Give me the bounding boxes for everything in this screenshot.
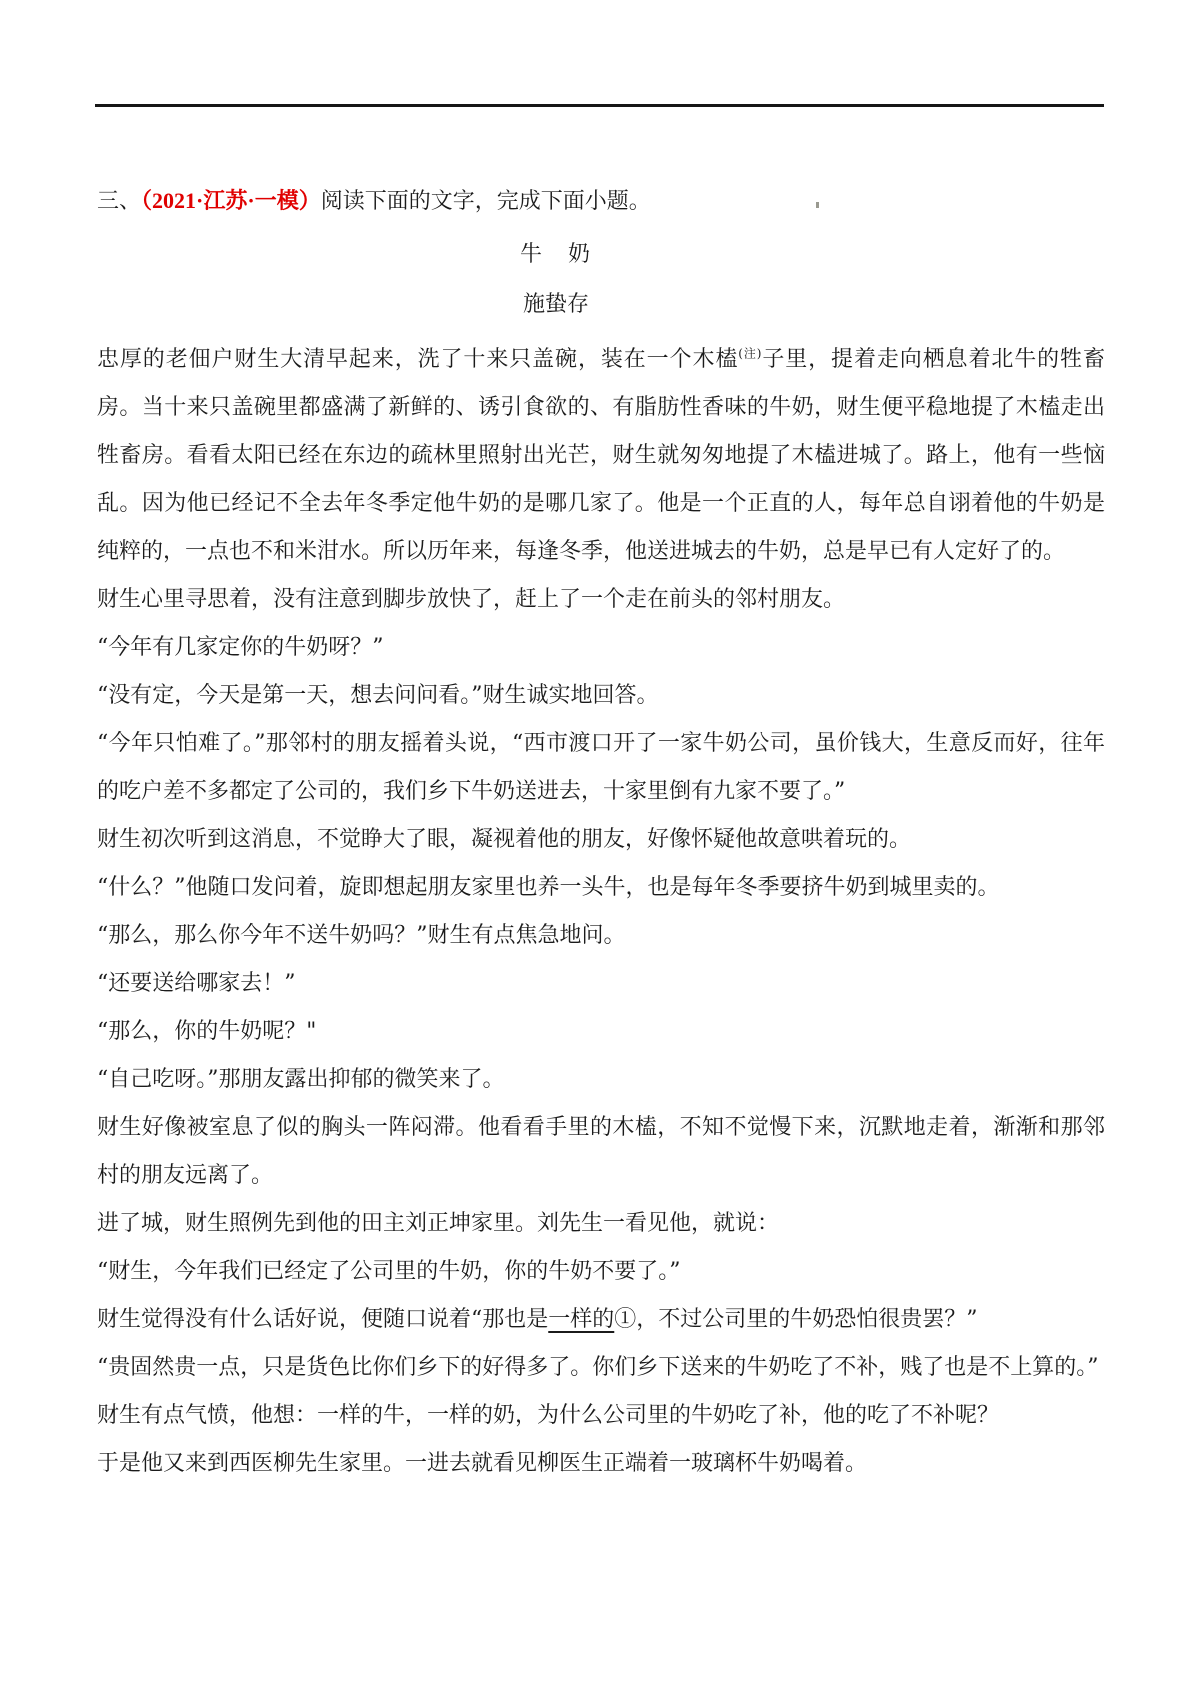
text-run: “那么，那么你今年不送牛奶吗？”财生有点焦急地问。	[97, 923, 626, 948]
text-run: 忠厚的老佃户财生大清早起来，洗了十来只盖碗，装在一个木榼	[97, 347, 739, 372]
text-run: “财生，今年我们已经定了公司里的牛奶，你的牛奶不要了。”	[97, 1259, 681, 1284]
text-run: “今年只怕难了。”那邻村的朋友摇着头说，“西市渡口开了一家牛奶公司，虽价钱大，生意反而好，往年的吃户差不多都定了公司的，我们乡下牛奶送进去，十家里倒有九家不要了。”	[97, 731, 1105, 804]
paragraph	[97, 576, 1105, 624]
question-number: 三、	[97, 188, 142, 213]
source-tag: （2021·江苏·一模）	[141, 188, 321, 213]
scan-artifact-dot	[816, 202, 819, 208]
paragraph	[97, 720, 1105, 816]
text-run: 财生好像被室息了似的胸头一阵闷滞。他看看手里的木榼，不知不觉慢下来，沉默地走着，渐渐和那邻村的朋友远离了。	[97, 1115, 1105, 1188]
text-run: “自己吃呀。”那朋友露出抑郁的微笑来了。	[97, 1067, 505, 1092]
paragraph	[97, 1248, 1105, 1296]
article-body	[97, 336, 1105, 1488]
text-run: 于是他又来到西医柳先生家里。一进去就看见柳医生正端着一玻璃杯牛奶喝着。	[97, 1451, 868, 1476]
text-run: “那么，你的牛奶呢？"	[97, 1019, 317, 1044]
paragraph	[97, 1008, 1105, 1056]
paragraph	[97, 864, 1105, 912]
paragraph	[97, 1440, 1105, 1488]
paragraph	[97, 912, 1105, 960]
footnote-marker: (注)	[738, 346, 762, 361]
article-author: 施蛰存	[522, 292, 589, 317]
text-run: “没有定，今天是第一天，想去问问看。”财生诚实地回答。	[97, 683, 659, 708]
text-run: “什么？”他随口发问着，旋即想起朋友家里也养一头牛，也是每年冬季要挤牛奶到城里卖的。	[97, 875, 1000, 900]
text-run: 财生觉得没有什么话好说，便随口说着“那也是	[97, 1307, 549, 1332]
paragraph	[97, 1104, 1105, 1200]
paragraph	[97, 336, 1105, 576]
paragraph	[97, 1296, 1105, 1344]
page-divider-line	[95, 104, 1104, 107]
paragraph	[97, 1344, 1105, 1392]
question-header	[97, 186, 651, 216]
text-run: 子里，提着走向栖息着北牛的牲畜房。当十来只盖碗里都盛满了新鲜的、诱引食欲的、有脂肪性香味的牛奶，财生便平稳地提了木榼走出牲畜房。看看太阳已经在东边的疏林里照射出光芒，财生就匆匆地提了木榼进城了。路上，他有一些恼乱。因为他已经记不全去年冬季定他牛奶的是哪几家了。他是一个正直的人，每年总自诩着他的牛奶是纯粹的，一点也不和米泔水。所以历年来，每逢冬季，他送进城去的牛奶，总是早已有人定好了的。	[97, 347, 1105, 564]
instruction-text: 阅读下面的文字，完成下面小题。	[320, 188, 651, 213]
underlined-phrase: 一样的	[548, 1307, 615, 1332]
article-title: 牛 奶	[519, 242, 592, 267]
paragraph	[97, 624, 1105, 672]
text-run: “贵固然贵一点，只是货色比你们乡下的好得多了。你们乡下送来的牛奶吃了不补，贱了也是不上算的。”	[97, 1355, 1099, 1380]
text-run: 财生有点气愤，他想：一样的牛，一样的奶，为什么公司里的牛奶吃了补，他的吃了不补呢？	[97, 1403, 1000, 1428]
paragraph	[97, 1200, 1105, 1248]
text-run: “还要送给哪家去！”	[97, 971, 296, 996]
text-run: ①，不过公司里的牛奶恐怕很贵罢？”	[614, 1307, 978, 1332]
text-run: “今年有几家定你的牛奶呀？”	[97, 635, 384, 660]
paragraph	[97, 816, 1105, 864]
text-run: 财生初次听到这消息，不觉睁大了眼，凝视着他的朋友，好像怀疑他故意哄着玩的。	[97, 827, 912, 852]
text-run: 财生心里寻思着，没有注意到脚步放快了，赶上了一个走在前头的邻村朋友。	[97, 587, 846, 612]
paragraph	[97, 1392, 1105, 1440]
paragraph	[97, 960, 1105, 1008]
text-run: 进了城，财生照例先到他的田主刘正坤家里。刘先生一看见他，就说：	[97, 1211, 780, 1236]
paragraph	[97, 1056, 1105, 1104]
paragraph	[97, 672, 1105, 720]
